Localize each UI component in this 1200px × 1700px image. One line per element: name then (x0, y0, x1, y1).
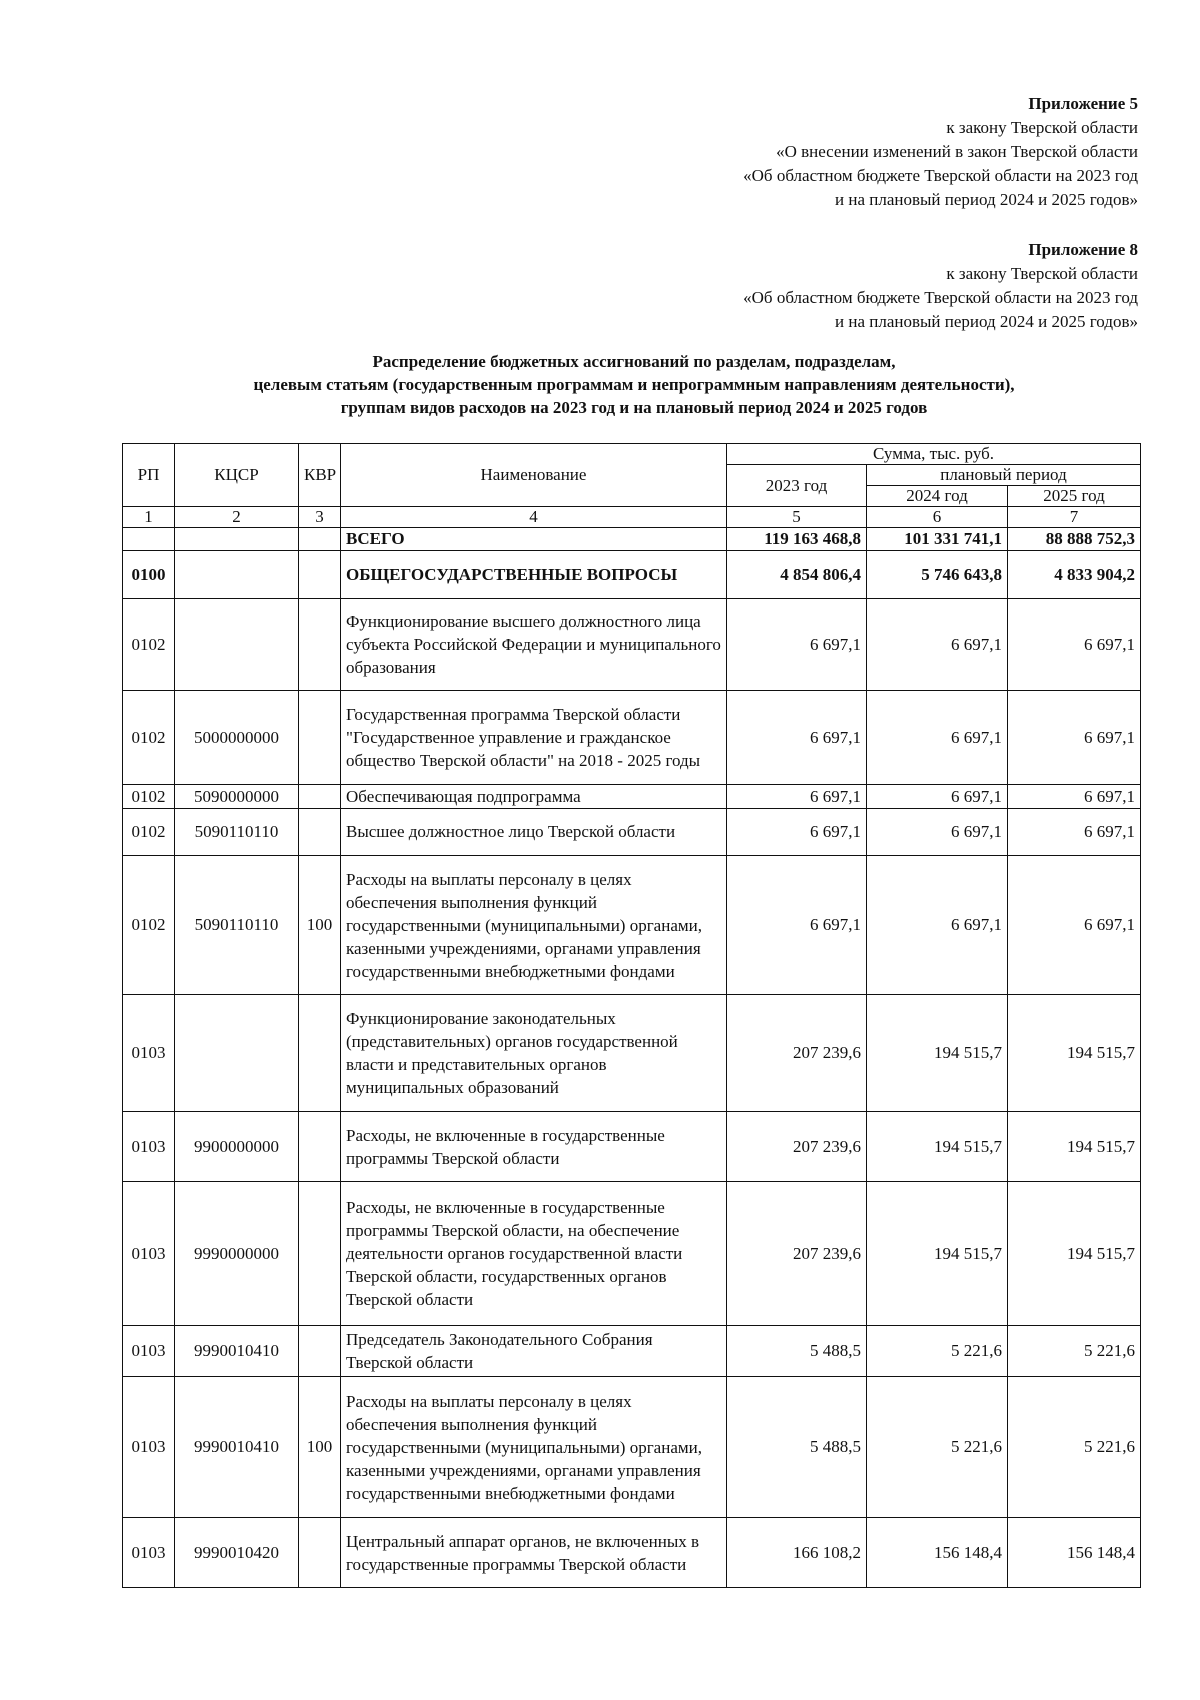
cell-kcsr (175, 995, 299, 1112)
cell-2023: 119 163 468,8 (727, 528, 867, 551)
header-name: Наименование (341, 444, 727, 507)
appendix-8-line: и на плановый период 2024 и 2025 годов» (835, 312, 1138, 331)
header-kvr: КВР (299, 444, 341, 507)
document-title-line: Распределение бюджетных ассигнований по разделам, подразделам, (372, 352, 896, 371)
cell-kvr (299, 1182, 341, 1326)
cell-2024: 6 697,1 (867, 785, 1008, 809)
cell-kcsr: 5090000000 (175, 785, 299, 809)
cell-2025: 194 515,7 (1008, 1182, 1141, 1326)
table-row (123, 1112, 1141, 1182)
cell-2025: 5 221,6 (1008, 1377, 1141, 1518)
cell-kvr (299, 691, 341, 785)
cell-2023: 166 108,2 (727, 1518, 867, 1588)
cell-2024: 194 515,7 (867, 1182, 1008, 1326)
cell-name: Расходы, не включенные в государственные программы Тверской области (341, 1112, 727, 1182)
table-row (123, 1377, 1141, 1518)
cell-2024: 6 697,1 (867, 809, 1008, 856)
cell-name: ВСЕГО (341, 528, 727, 551)
column-number: 3 (299, 507, 341, 528)
cell-2023: 6 697,1 (727, 599, 867, 691)
column-number: 6 (867, 507, 1008, 528)
cell-name: Высшее должностное лицо Тверской области (341, 809, 727, 856)
cell-2025: 6 697,1 (1008, 785, 1141, 809)
column-number-row (123, 507, 1141, 528)
budget-table (122, 443, 1141, 1588)
cell-2023: 6 697,1 (727, 785, 867, 809)
cell-kvr (299, 1112, 341, 1182)
cell-2023: 5 488,5 (727, 1377, 867, 1518)
cell-name: Обеспечивающая подпрограмма (341, 785, 727, 809)
table-row (123, 809, 1141, 856)
column-number: 1 (123, 507, 175, 528)
table-row (123, 995, 1141, 1112)
cell-kcsr: 9990010410 (175, 1326, 299, 1377)
table-row-total (123, 528, 1141, 551)
appendix-5-line: к закону Тверской области (946, 118, 1138, 137)
column-number: 5 (727, 507, 867, 528)
cell-rp: 0102 (123, 809, 175, 856)
cell-kcsr: 9900000000 (175, 1112, 299, 1182)
cell-kvr (299, 1326, 341, 1377)
cell-rp: 0103 (123, 1377, 175, 1518)
cell-kcsr (175, 551, 299, 599)
cell-rp: 0100 (123, 551, 175, 599)
cell-2025: 88 888 752,3 (1008, 528, 1141, 551)
appendix-5-line: и на плановый период 2024 и 2025 годов» (835, 190, 1138, 209)
appendix-5-block (743, 92, 1138, 212)
cell-2024: 6 697,1 (867, 599, 1008, 691)
cell-2024: 101 331 741,1 (867, 528, 1008, 551)
document-title (0, 350, 1200, 419)
column-number: 4 (341, 507, 727, 528)
appendix-8-line: к закону Тверской области (946, 264, 1138, 283)
cell-2024: 5 221,6 (867, 1326, 1008, 1377)
cell-rp: 0103 (123, 1518, 175, 1588)
cell-2025: 6 697,1 (1008, 599, 1141, 691)
cell-name: Расходы на выплаты персоналу в целях обеспечения выполнения функций государственными (муниципальными) органами, казенными учреждениями, органами управления государственными внебюджетными фондами (341, 1377, 727, 1518)
cell-2023: 207 239,6 (727, 1112, 867, 1182)
cell-2025: 4 833 904,2 (1008, 551, 1141, 599)
cell-kcsr: 5090110110 (175, 856, 299, 995)
cell-2023: 6 697,1 (727, 856, 867, 995)
cell-2023: 4 854 806,4 (727, 551, 867, 599)
cell-2024: 5 221,6 (867, 1377, 1008, 1518)
table-row (123, 1182, 1141, 1326)
cell-2024: 6 697,1 (867, 691, 1008, 785)
table-row (123, 551, 1141, 599)
header-row (123, 444, 1141, 465)
cell-kcsr: 5000000000 (175, 691, 299, 785)
header-sum: Сумма, тыс. руб. (727, 444, 1141, 465)
cell-kcsr (175, 599, 299, 691)
cell-kvr (299, 1518, 341, 1588)
appendix-8-line: «Об областном бюджете Тверской области на 2023 год (743, 288, 1138, 307)
cell-2023: 207 239,6 (727, 1182, 867, 1326)
table-row (123, 691, 1141, 785)
cell-2023: 6 697,1 (727, 809, 867, 856)
cell-kvr (299, 551, 341, 599)
appendix-8-title: Приложение 8 (1028, 240, 1138, 259)
cell-2024: 6 697,1 (867, 856, 1008, 995)
cell-rp: 0103 (123, 1112, 175, 1182)
cell-name: ОБЩЕГОСУДАРСТВЕННЫЕ ВОПРОСЫ (341, 551, 727, 599)
cell-2023: 6 697,1 (727, 691, 867, 785)
table-row (123, 856, 1141, 995)
cell-2025: 6 697,1 (1008, 809, 1141, 856)
cell-kvr (299, 528, 341, 551)
header-planned: плановый период (867, 465, 1141, 486)
header-rp: РП (123, 444, 175, 507)
cell-rp: 0103 (123, 995, 175, 1112)
cell-rp: 0102 (123, 785, 175, 809)
cell-2024: 194 515,7 (867, 1112, 1008, 1182)
header-2025: 2025 год (1008, 486, 1141, 507)
header-kcsr: КЦСР (175, 444, 299, 507)
table-row (123, 1326, 1141, 1377)
header-2023: 2023 год (727, 465, 867, 507)
cell-kvr: 100 (299, 856, 341, 995)
document-title-line: группам видов расходов на 2023 год и на плановый период 2024 и 2025 годов (340, 398, 928, 417)
cell-name: Центральный аппарат органов, не включенных в государственные программы Тверской области (341, 1518, 727, 1588)
cell-name: Председатель Законодательного Собрания Тверской области (341, 1326, 727, 1377)
column-number: 2 (175, 507, 299, 528)
cell-2025: 194 515,7 (1008, 995, 1141, 1112)
appendix-5-line: «Об областном бюджете Тверской области на 2023 год (743, 166, 1138, 185)
cell-2023: 5 488,5 (727, 1326, 867, 1377)
cell-kcsr: 9990010420 (175, 1518, 299, 1588)
cell-2025: 6 697,1 (1008, 856, 1141, 995)
cell-2024: 156 148,4 (867, 1518, 1008, 1588)
header-2024: 2024 год (867, 486, 1008, 507)
appendix-5-line: «О внесении изменений в закон Тверской области (776, 142, 1138, 161)
cell-kcsr: 5090110110 (175, 809, 299, 856)
cell-rp (123, 528, 175, 551)
cell-rp: 0102 (123, 599, 175, 691)
cell-name: Функционирование законодательных (представительных) органов государственной власти и представительных органов муниципальных образований (341, 995, 727, 1112)
cell-kvr: 100 (299, 1377, 341, 1518)
cell-kcsr: 9990000000 (175, 1182, 299, 1326)
cell-kvr (299, 995, 341, 1112)
cell-kvr (299, 785, 341, 809)
cell-kcsr (175, 528, 299, 551)
table-row (123, 1518, 1141, 1588)
appendix-5-title: Приложение 5 (1028, 94, 1138, 113)
cell-name: Расходы, не включенные в государственные программы Тверской области, на обеспечение деятельности органов государственной власти Тверской области, государственных органов Тверской области (341, 1182, 727, 1326)
cell-2025: 194 515,7 (1008, 1112, 1141, 1182)
cell-name: Государственная программа Тверской области "Государственное управление и гражданское общество Тверской области" на 2018 - 2025 годы (341, 691, 727, 785)
cell-2025: 5 221,6 (1008, 1326, 1141, 1377)
cell-kcsr: 9990010410 (175, 1377, 299, 1518)
cell-name: Расходы на выплаты персоналу в целях обеспечения выполнения функций государственными (муниципальными) органами, казенными учреждениями, органами управления государственными внебюджетными фондами (341, 856, 727, 995)
cell-rp: 0102 (123, 691, 175, 785)
cell-rp: 0103 (123, 1182, 175, 1326)
cell-name: Функционирование высшего должностного лица субъекта Российской Федерации и муниципального образования (341, 599, 727, 691)
column-number: 7 (1008, 507, 1141, 528)
appendix-8-block (743, 238, 1138, 334)
cell-rp: 0103 (123, 1326, 175, 1377)
cell-kvr (299, 599, 341, 691)
cell-rp: 0102 (123, 856, 175, 995)
table-row (123, 785, 1141, 809)
cell-2025: 6 697,1 (1008, 691, 1141, 785)
cell-2024: 194 515,7 (867, 995, 1008, 1112)
cell-kvr (299, 809, 341, 856)
table-row (123, 599, 1141, 691)
cell-2025: 156 148,4 (1008, 1518, 1141, 1588)
document-title-line: целевым статьям (государственным программам и непрограммным направлениям деятельности), (253, 375, 1015, 394)
cell-2023: 207 239,6 (727, 995, 867, 1112)
cell-2024: 5 746 643,8 (867, 551, 1008, 599)
